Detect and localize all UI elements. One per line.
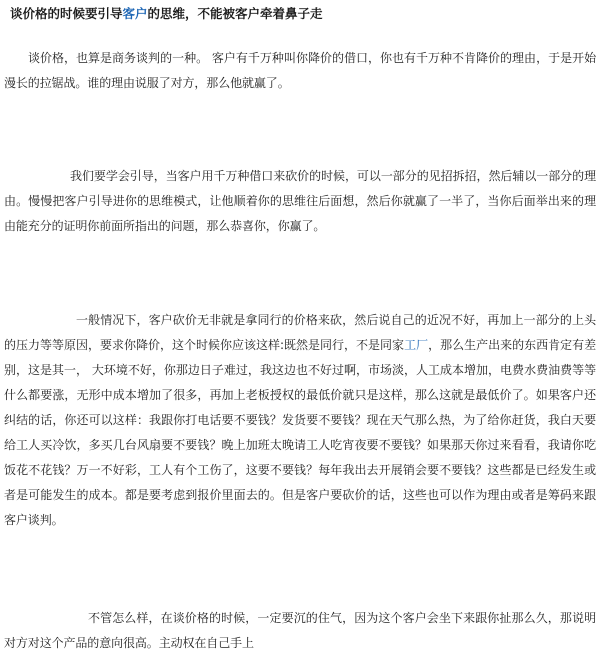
paragraph-1: 谈价格，也算是商务谈判的一种。 客户有千万种叫你降价的借口，你也有千万种不肯降价的理由，于是开始漫长的拉锯战。谁的理由说服了对方，那么他就赢了。 [4, 51, 596, 90]
paragraph-3-text-a: 一般情况下，客户砍价无非就是拿同行的价格来砍，然后说自己的近况不好，再加上一部分的上头的压力等等原因，要求你降价，这个时候你应该这样:既然是同行，不是同家 [4, 313, 596, 352]
paragraph-3 [4, 308, 596, 533]
paragraph-3-text-b: ，那么生产出来的东西肯定有差别，这是其一， 大环境不好，你那边日子难过，我这边也不好过啊，市场淡，人工成本增加，电费水费油费等等什么都要涨，无形中成本增加了很多，再加上老板授权的最低价就只是这样，那么这就是最低价了。如果客户还纠结的话，你还可以这样：我跟你打电话要不要钱？发货要不要钱？现在天气那么热，为了给你赶货，我白天要给工人买冷饮，多买几台风扇要不要钱？晚上加班太晚请工人吃宵夜要不要钱？如果那天你过来看看，我请你吃饭花不花钱？万一不好彩，工人有个工伤了，这要不要钱？每年我出去开展销会要不要钱？这些都是已经发生或者是可能发生的成本。都是要考虑到报价里面去的。但是客户要砍价的话，这些也可以作为理由或者是筹码来跟客户谈判。 [4, 338, 596, 527]
title-suffix: 的思维，不能被客户牵着鼻子走 [147, 6, 323, 21]
paragraph-4: 不管怎么样，在谈价格的时候，一定要沉的住气，因为这个客户会坐下来跟你扯那么久，那说明对方对这个产品的意向很高。主动权在自己手上 [4, 611, 596, 650]
customer-link[interactable]: 客户 [122, 6, 148, 21]
article-title [10, 4, 323, 24]
paragraph-2: 我们要学会引导，当客户用千万种借口来砍价的时候，可以一部分的见招拆招，然后辅以一部分的理由。慢慢把客户引导进你的思维模式，让他顺着你的思维往后面想，然后你就赢了一半了，当你后面举出来的理由能充分的证明你前面所指出的问题，那么恭喜你，你赢了。 [4, 169, 596, 233]
factory-link[interactable]: 工厂 [404, 338, 429, 352]
title-prefix: 谈价格的时候要引导 [10, 6, 123, 21]
